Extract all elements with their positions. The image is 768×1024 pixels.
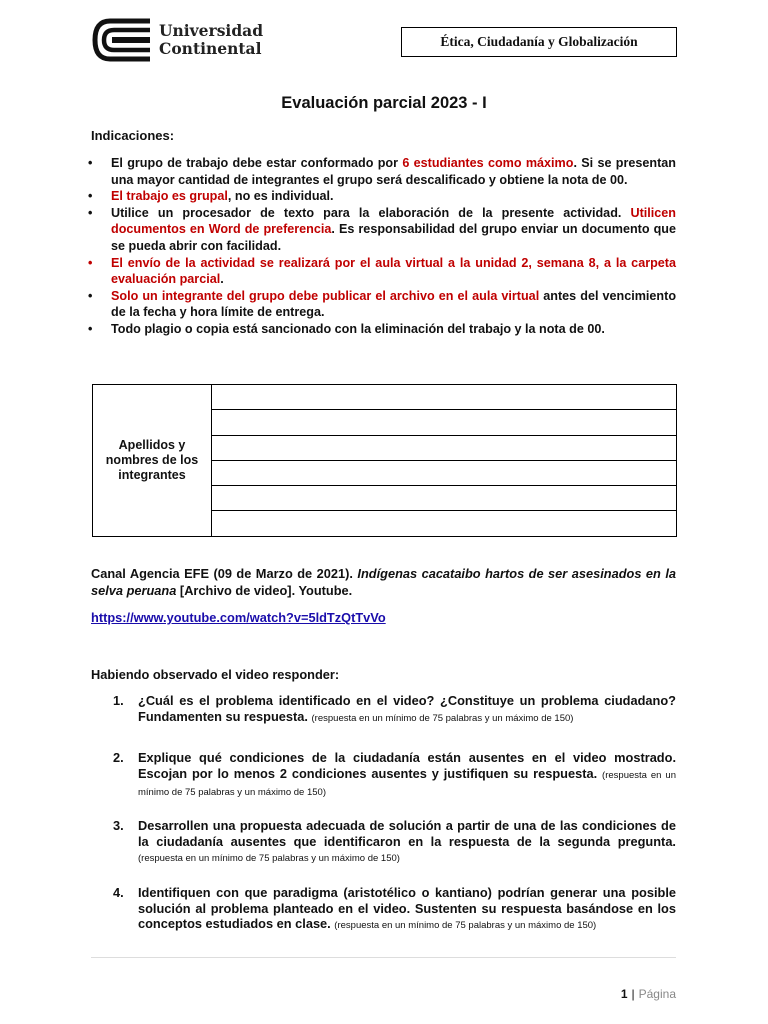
page-number: 1 (620, 987, 628, 1001)
indication-text: Solo un integrante del grupo debe publicar el archivo en el aula virtual (111, 288, 540, 303)
questions-intro: Habiendo observado el video responder: (91, 667, 340, 682)
member-row (93, 385, 677, 410)
logo-text (159, 22, 263, 58)
question-note: (respuesta en un mínimo de 75 palabras y un máximo de 150) (334, 920, 597, 931)
members-label: Apellidos y nombres de los integrantes (93, 385, 212, 537)
logo-mark-icon (92, 18, 152, 62)
indication-text: El grupo de trabajo debe estar conformado por (111, 156, 403, 170)
member-name-cell[interactable] (212, 410, 677, 435)
indication-item (88, 188, 676, 205)
member-name-cell[interactable] (212, 460, 677, 485)
reference-source: Canal Agencia EFE (09 de Marzo de 2021). (91, 566, 358, 581)
footer-divider (91, 957, 676, 958)
question-number: 2. (113, 750, 124, 765)
indication-text: 6 estudiantes como máximo (402, 156, 574, 170)
members-table (92, 384, 677, 537)
university-logo (92, 18, 264, 62)
indication-item (88, 321, 676, 338)
question-item (113, 818, 676, 867)
indication-item (88, 288, 677, 321)
page-title: Evaluación parcial 2023 - I (281, 94, 487, 112)
indication-text: El trabajo es grupal (111, 189, 228, 204)
question-text: Explique qué condiciones de la ciudadanía están ausentes en el video mostrado. Escojan por lo menos 2 condiciones ausentes y justifiquen su respuesta. (138, 750, 676, 781)
page-footer (621, 987, 676, 1001)
indication-text: , no es individual. (227, 189, 334, 204)
reference-suffix: [Archivo de video]. Youtube. (176, 583, 353, 598)
question-number: 1. (113, 693, 124, 708)
member-name-cell[interactable] (212, 511, 677, 537)
member-name-cell[interactable] (212, 385, 677, 410)
bullet-icon: • (88, 321, 93, 336)
question-note: (respuesta en un mínimo de 75 palabras y un máximo de 150) (138, 853, 400, 864)
footer-separator: | (631, 987, 635, 1001)
indication-text: Utilicen documentos en Word de preferencia (111, 205, 676, 237)
indication-text: . Es responsabilidad del grupo enviar un documento que se pueda abrir con facilidad. (111, 222, 676, 253)
video-reference (91, 565, 676, 599)
indication-text: . Si se presentan una mayor cantidad de integrantes el grupo será descalificado y obtiene la nota de 00. (111, 156, 676, 187)
logo-line-1: Universidad (159, 21, 264, 40)
bullet-icon: • (88, 255, 93, 270)
page-label: Página (638, 987, 676, 1001)
logo-line-2: Continental (159, 39, 262, 58)
indication-item (88, 155, 676, 188)
reference-title: Indígenas cacataibo hartos de ser asesinados en la selva peruana (91, 566, 676, 598)
question-item (113, 885, 676, 934)
question-text: Desarrollen una propuesta adecuada de solución a partir de una de las condiciones de la ciudadanía ausentes que identificaron en la respuesta de la segunda pregunta. (138, 818, 676, 849)
question-item (113, 750, 676, 801)
member-name-cell[interactable] (212, 435, 677, 460)
bullet-icon: • (88, 156, 93, 170)
indication-text: . (220, 272, 224, 287)
indications-heading: Indicaciones: (91, 128, 175, 143)
indication-item (88, 255, 676, 288)
indication-text: antes del vencimiento de la fecha y hora límite de entrega. (111, 288, 677, 320)
member-name-cell[interactable] (212, 486, 677, 511)
indication-text: El envío de la actividad se realizará por el aula virtual a la unidad 2, semana 8, a la carpeta evaluación parcial (111, 255, 676, 287)
question-text: Identifiquen con que paradigma (aristotélico o kantiano) podrían generar una posible solución al problema planteado en el video. Sustenten su respuesta basándose en los conceptos estudiados en clase. (138, 885, 676, 931)
indication-text: Todo plagio o copia está sancionado con la eliminación del trabajo y la nota de 00. (111, 321, 605, 336)
indication-item (88, 205, 676, 255)
bullet-icon: • (88, 205, 93, 220)
video-link[interactable]: https://www.youtube.com/watch?v=5ldTzQtTvVo (91, 610, 386, 625)
question-text: ¿Cuál es el problema identificado en el video? ¿Constituye un problema ciudadano? Fundamenten su respuesta. (138, 693, 676, 724)
question-note: (respuesta en un mínimo de 75 palabras y un máximo de 150) (138, 769, 676, 798)
bullet-icon: • (88, 288, 93, 303)
question-note: (respuesta en un mínimo de 75 palabras y un máximo de 150) (311, 712, 574, 724)
question-item (113, 693, 676, 726)
indications-list (88, 155, 677, 338)
question-number: 4. (113, 885, 124, 900)
question-number: 3. (113, 818, 124, 833)
course-title-box: Ética, Ciudadanía y Globalización (401, 27, 677, 57)
bullet-icon: • (88, 189, 93, 204)
indication-text: Utilice un procesador de texto para la elaboración de la presente actividad. (111, 205, 631, 220)
